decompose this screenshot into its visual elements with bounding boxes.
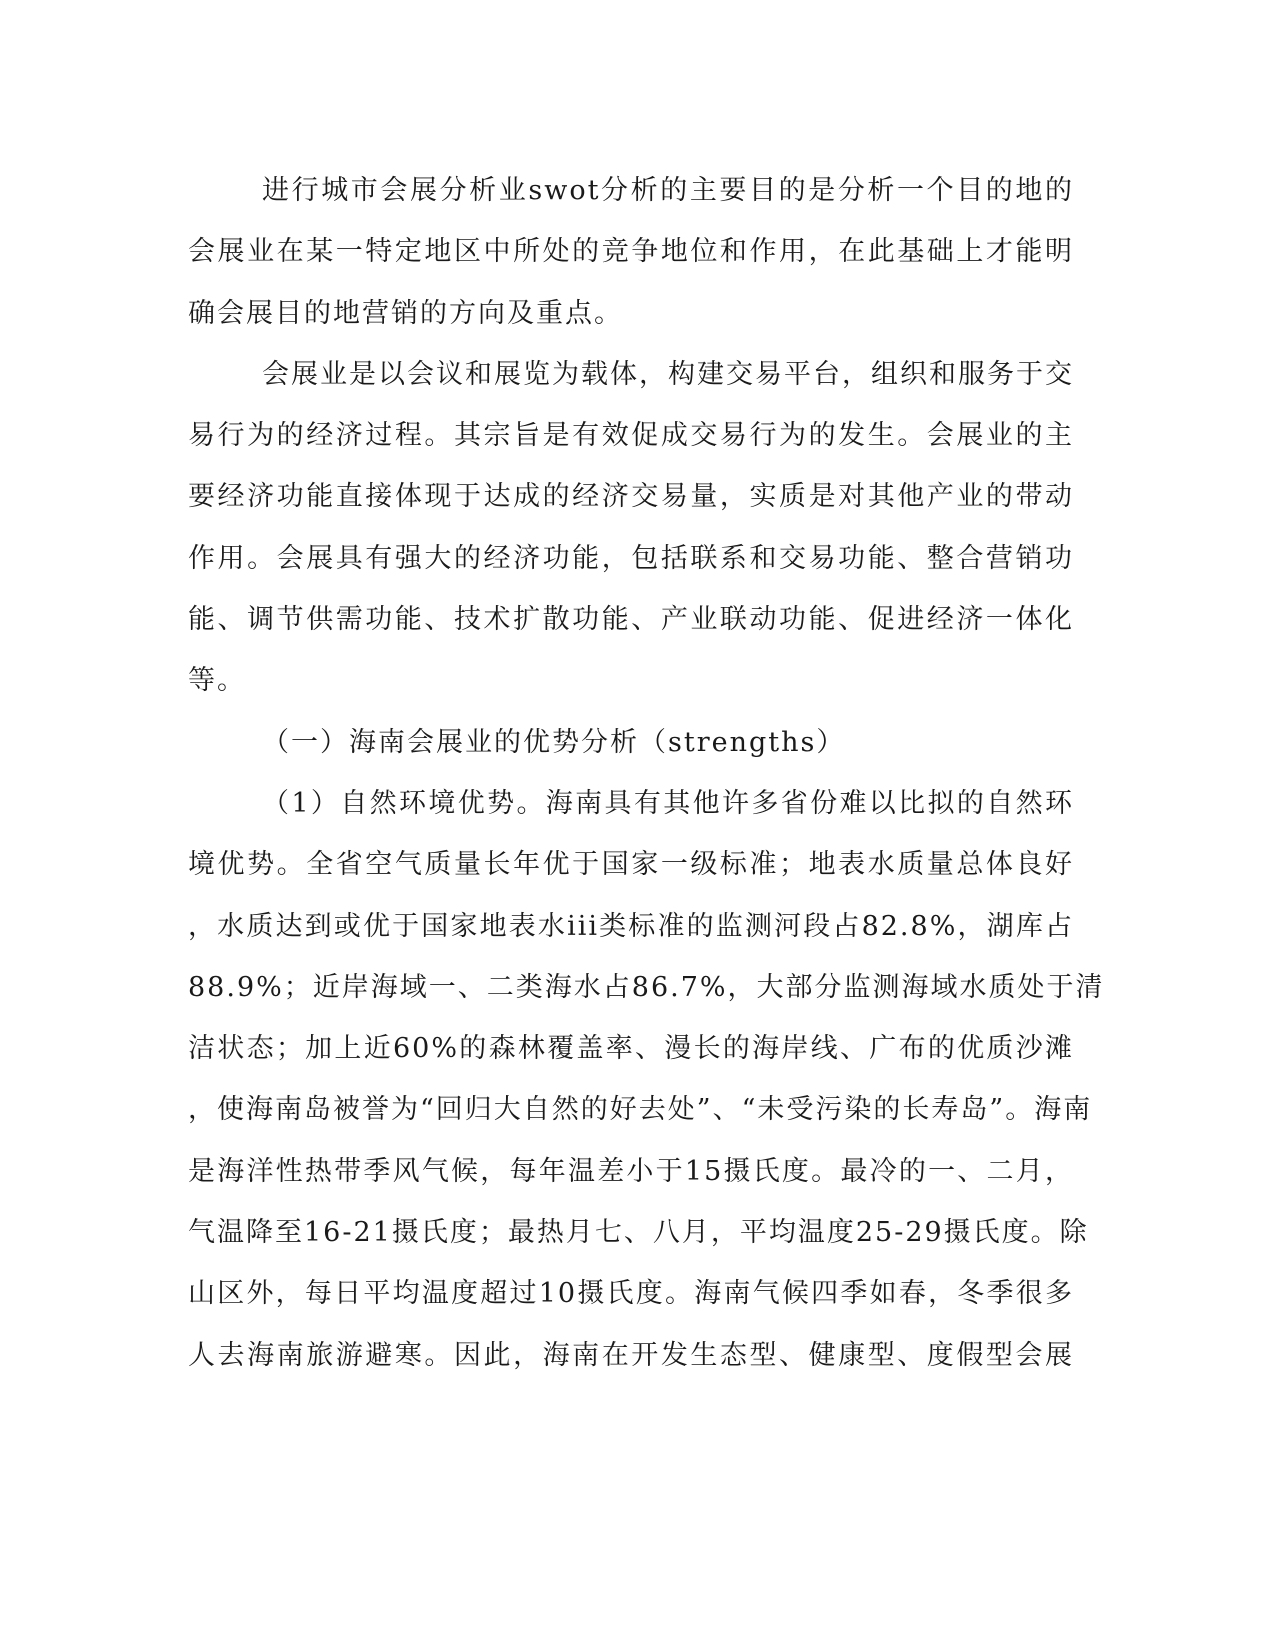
paragraph-2-line-2: 易行为的经济过程。其宗旨是有效促成交易行为的发生。会展业的主 — [188, 420, 1074, 452]
paragraph-2-line-4: 作用。会展具有强大的经济功能，包括联系和交易功能、整合营销功 — [188, 542, 1074, 574]
paragraph-3-line-9: 山区外，每日平均温度超过10摄氏度。海南气候四季如春，冬季很多 — [188, 1278, 1074, 1310]
paragraph-3-line-4: 88.9%；近岸海域一、二类海水占86.7%，大部分监测海域水质处于清 — [188, 971, 1105, 1003]
paragraph-2-line-3: 要经济功能直接体现于达成的经济交易量，实质是对其他产业的带动 — [188, 481, 1074, 513]
paragraph-3-line-8: 气温降至16-21摄氏度；最热月七、八月，平均温度25-29摄氏度。除 — [188, 1217, 1089, 1249]
paragraph-2-line-5: 能、调节供需功能、技术扩散功能、产业联动功能、促进经济一体化 — [188, 604, 1074, 636]
paragraph-3-line-6: ，使海南岛被誉为“回归大自然的好去处”、“未受污染的长寿岛”。海南 — [188, 1094, 1093, 1126]
paragraph-3-line-7: 是海洋性热带季风气候，每年温差小于15摄氏度。最冷的一、二月， — [188, 1155, 1074, 1187]
paragraph-3-line-1: （1）自然环境优势。海南具有其他许多省份难以比拟的自然环 — [262, 787, 1074, 819]
paragraph-2-line-6: 等。 — [188, 665, 246, 697]
paragraph-3-line-2: 境优势。全省空气质量长年优于国家一级标准；地表水质量总体良好 — [188, 849, 1074, 881]
document-body — [188, 160, 1105, 1386]
paragraph-3-line-5: 洁状态；加上近60%的森林覆盖率、漫长的海岸线、广布的优质沙滩 — [188, 1033, 1074, 1065]
paragraph-1-line-3: 确会展目的地营销的方向及重点。 — [188, 297, 623, 329]
section-heading-strengths: （一）海南会展业的优势分析（strengths） — [262, 726, 846, 758]
paragraph-1-line-2: 会展业在某一特定地区中所处的竞争地位和作用，在此基础上才能明 — [188, 236, 1074, 268]
paragraph-3-line-3: ，水质达到或优于国家地表水iii类标准的监测河段占82.8%，湖库占 — [188, 910, 1074, 942]
paragraph-1-line-1: 进行城市会展分析业swot分析的主要目的是分析一个目的地的 — [262, 175, 1074, 206]
paragraph-3-line-10: 人去海南旅游避寒。因此，海南在开发生态型、健康型、度假型会展 — [188, 1339, 1074, 1371]
paragraph-2-line-1: 会展业是以会议和展览为载体，构建交易平台，组织和服务于交 — [262, 358, 1074, 390]
